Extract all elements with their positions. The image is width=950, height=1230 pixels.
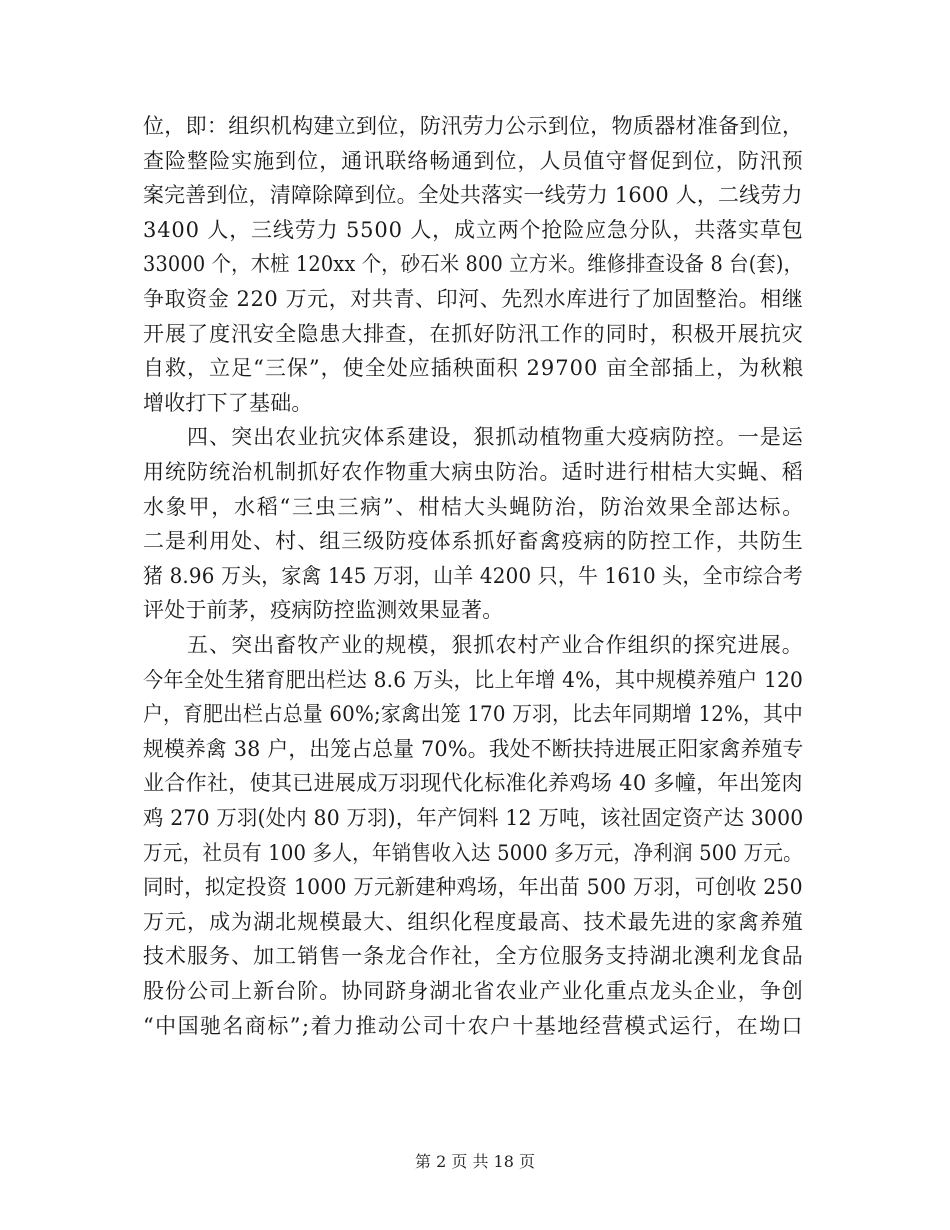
page-footer: 第 2 页 共 18 页 xyxy=(415,1152,535,1171)
text-line: 今年全处生猪育肥出栏达 8.6 万头，比上年增 4%，其中规模养殖户 120 xyxy=(143,667,804,692)
text-line: 鸡 270 万羽(处内 80 万羽)，年产饲料 12 万吨，该社固定资产达 3000 xyxy=(143,806,804,830)
text-line: 查险整险实施到位，通讯联络畅通到位，人员值守督促到位，防汛预 xyxy=(143,148,804,173)
text-line: 猪 8.96 万头，家禽 145 万羽，山羊 4200 只，牛 1610 头，全市综合考 xyxy=(143,563,803,588)
text-line: 自救，立足“三保”，使全处应插秧面积 29700 亩全部插上，为秋粮 xyxy=(143,356,805,381)
text-line: 位，即：组织机构建立到位，防汛劳力公示到位，物质器材准备到位， xyxy=(143,114,804,138)
text-line: 五、突出畜牧产业的规模，狠抓农村产业合作组织的探究进展。 xyxy=(143,633,804,657)
text-line: “中国驰名商标”;着力推动公司十农户十基地经营模式运行，在坳口 xyxy=(143,1013,804,1038)
text-line: 技术服务、加工销售一条龙合作社，全方位服务支持湖北澳利龙食品 xyxy=(143,944,804,969)
text-line: 户，育肥出栏占总量 60%;家禽出笼 170 万羽，比去年同期增 12%，其中 xyxy=(143,702,804,727)
text-line: 水象甲，水稻“三虫三病”、柑桔大头蝇防治，防治效果全部达标。 xyxy=(143,494,806,519)
text-line: 争取资金 220 万元，对共青、印河、先烈水库进行了加固整治。相继 xyxy=(143,287,804,311)
text-line: 二是利用处、村、组三级防疫体系抓好畜禽疫病的防控工作，共防生 xyxy=(143,529,804,554)
text-line: 万元，社员有 100 多人，年销售收入达 5000 多万元，净利润 500 万元。 xyxy=(143,840,803,865)
text-line: 评处于前茅，疫病防控监测效果显著。 xyxy=(143,598,504,623)
text-line: 万元，成为湖北规模最大、组织化程度最高、技术最先进的家禽养殖 xyxy=(143,909,804,934)
text-line: 四、突出农业抗灾体系建设，狠抓动植物重大疫病防控。一是运 xyxy=(143,425,804,450)
text-line: 规模养禽 38 户，出笼占总量 70%。我处不断扶持进展正阳家禽养殖专 xyxy=(143,736,804,761)
text-line: 33000 个，木桩 120xx 个，砂石米 800 立方米。维修排查设备 8 台(套)， xyxy=(143,252,804,277)
text-line: 业合作社，使其已进展成万羽现代化标准化养鸡场 40 多幢，年出笼肉 xyxy=(143,771,803,796)
text-line: 增收打下了基础。 xyxy=(143,390,313,415)
text-line: 用统防统治机制抓好农作物重大病虫防治。适时进行柑桔大实蝇、稻 xyxy=(143,460,804,484)
text-line: 开展了度汛安全隐患大排查，在抓好防汛工作的同时，积极开展抗灾 xyxy=(143,321,804,346)
text-line: 案完善到位，清障除障到位。全处共落实一线劳力 1600 人，二线劳力 xyxy=(143,183,803,208)
text-line: 3400 人，三线劳力 5500 人，成立两个抢险应急分队，共落实草包 xyxy=(143,217,804,242)
text-line: 股份公司上新台阶。协同跻身湖北省农业产业化重点龙头企业，争创 xyxy=(143,979,804,1003)
text-line: 同时，拟定投资 1000 万元新建种鸡场，年出苗 500 万羽，可创收 250 xyxy=(143,875,803,900)
